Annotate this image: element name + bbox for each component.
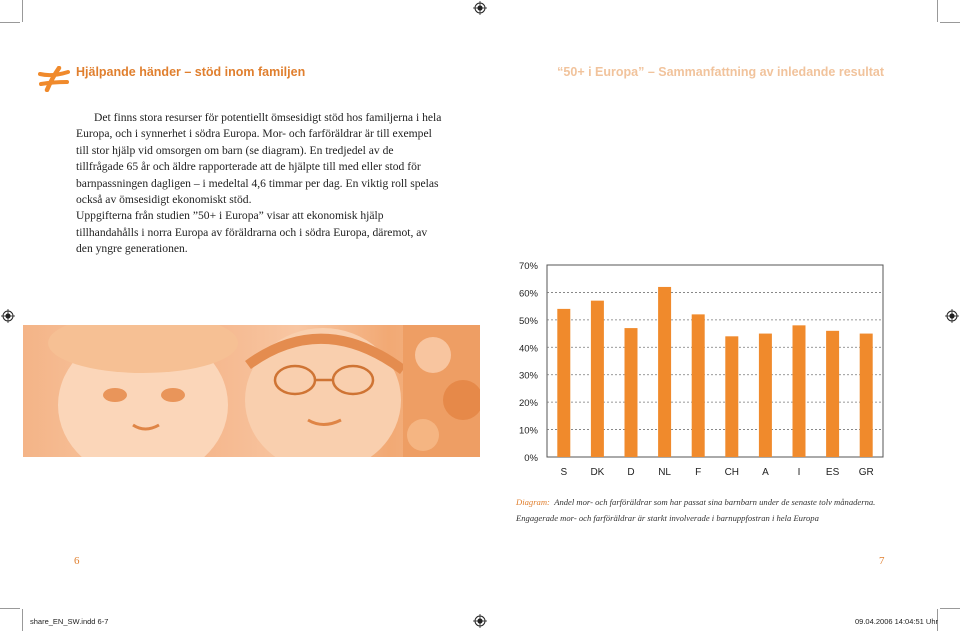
x-tick-label: I — [797, 467, 801, 478]
bar — [793, 325, 806, 457]
family-photo — [23, 325, 480, 457]
bar — [725, 336, 738, 457]
registration-mark-icon — [945, 309, 959, 323]
registration-mark-icon — [473, 1, 487, 15]
y-tick-label: 30% — [518, 370, 538, 382]
caption-line: Andel mor- och farföräldrar som har passat sina barnbarn under de senaste tolv månaderna. — [554, 497, 876, 507]
bar — [692, 314, 705, 457]
bar — [625, 328, 638, 457]
y-tick-label: 0% — [524, 453, 538, 464]
caption-label: Diagram: — [516, 497, 550, 507]
y-tick-label: 40% — [518, 343, 538, 355]
page-number-right: 7 — [879, 555, 885, 567]
y-tick-label: 70% — [518, 261, 538, 272]
bar — [591, 301, 604, 457]
bar — [759, 334, 772, 457]
file-slug: share_EN_SW.indd 6-7 — [30, 617, 109, 626]
crop-mark — [937, 0, 938, 22]
photo-faces — [23, 325, 480, 457]
crop-mark — [22, 609, 23, 631]
chart-caption — [516, 494, 896, 526]
y-tick-label: 20% — [518, 398, 538, 410]
paragraph: Uppgifterna från studien ”50+ i Europa” visar att ekonomisk hjälp tillhandahålls i norra Europa av föräldrarna och i södra Europa, däremot, av den yngre generationen. — [76, 209, 428, 256]
crop-mark — [0, 608, 20, 609]
x-tick-label: NL — [658, 467, 671, 478]
registration-mark-icon — [473, 614, 487, 628]
bar — [557, 309, 570, 457]
caption-subline: Engagerade mor- och farföräldrar är starkt involverade i barnuppfostran i hela Europa — [516, 513, 819, 523]
bar — [860, 334, 873, 457]
crop-mark — [22, 0, 23, 22]
y-tick-label: 60% — [518, 288, 538, 300]
crop-mark — [940, 608, 960, 609]
x-tick-label: A — [762, 467, 769, 478]
bar — [826, 331, 839, 457]
bar-chart — [505, 255, 895, 485]
paragraph: Det finns stora resurser för potentiellt ömsesidigt stöd hos familjerna i hela Europa, och i synnerhet i södra Europa. Mor- och farföräldrar är till exempel till stor hjälp vid omsorgen om barn (se diagram). En tredjedel av de tillfrågade 65 år och äldre rapporterade att de hjälpte till med eller stod för barnpassningen dagligen – i medeltal 4,6 timmar per dag. En viktig roll spelas också av ömsesidigt ekonomiskt stöd. — [76, 111, 442, 207]
date-slug: 09.04.2006 14:04:51 Uhr — [855, 617, 938, 626]
registration-mark-icon — [1, 309, 15, 323]
x-tick-label: CH — [724, 467, 740, 478]
x-tick-label: GR — [858, 467, 874, 478]
x-tick-label: ES — [825, 467, 840, 478]
x-tick-label: S — [560, 467, 568, 478]
crop-mark — [0, 22, 20, 23]
body-text — [76, 110, 444, 258]
page-title-left: Hjälpande händer – stöd inom familjen — [76, 65, 306, 79]
bar — [658, 287, 671, 457]
orange-asterisk-icon — [38, 66, 70, 92]
crop-mark — [940, 22, 960, 23]
y-tick-label: 50% — [518, 315, 538, 327]
x-tick-label: F — [695, 467, 702, 478]
y-tick-label: 10% — [518, 425, 538, 437]
page-title-right: “50+ i Europa” – Sammanfattning av inledande resultat — [557, 65, 884, 79]
page-number-left: 6 — [74, 555, 80, 567]
x-tick-label: D — [627, 467, 635, 478]
x-tick-label: DK — [590, 467, 605, 478]
